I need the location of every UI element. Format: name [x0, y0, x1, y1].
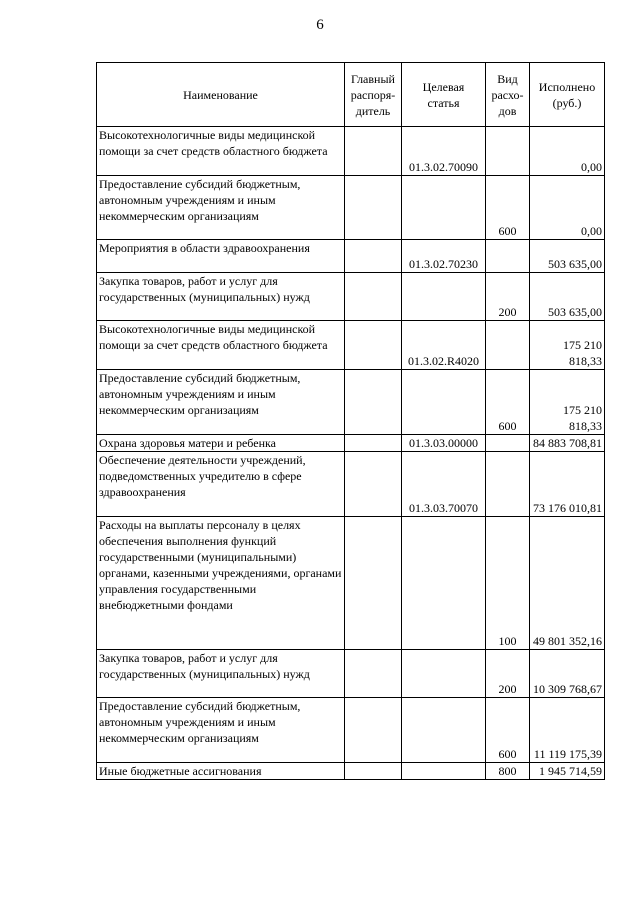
row-name: Высокотехнологичные виды медицинской помощи за счет средств областного бюджета	[97, 321, 345, 370]
row-name: Предоставление субсидий бюджетным, автономным учреждениям и иным некоммерческим организациям	[97, 698, 345, 763]
row-name: Закупка товаров, работ и услуг для государственных (муниципальных) нужд	[97, 273, 345, 321]
row-amount: 0,00	[530, 176, 605, 240]
row-type: 600	[486, 698, 530, 763]
table-row	[97, 698, 605, 763]
table-row	[97, 240, 605, 273]
row-type	[486, 127, 530, 176]
row-manager	[345, 452, 402, 517]
row-code: 01.3.02.70230	[402, 240, 486, 273]
row-code	[402, 273, 486, 321]
row-type: 200	[486, 650, 530, 698]
row-amount: 503 635,00	[530, 273, 605, 321]
table-row	[97, 321, 605, 370]
row-manager	[345, 763, 402, 780]
row-manager	[345, 435, 402, 452]
table-row	[97, 127, 605, 176]
row-amount: 10 309 768,67	[530, 650, 605, 698]
row-amount: 1 945 714,59	[530, 763, 605, 780]
row-manager	[345, 370, 402, 435]
header-name: Наименование	[97, 63, 345, 127]
row-amount: 175 210 818,33	[530, 321, 605, 370]
row-code	[402, 176, 486, 240]
row-code	[402, 763, 486, 780]
row-code	[402, 370, 486, 435]
row-type: 600	[486, 370, 530, 435]
row-amount: 11 119 175,39	[530, 698, 605, 763]
table-row	[97, 176, 605, 240]
table-row	[97, 273, 605, 321]
row-type: 100	[486, 517, 530, 650]
row-code: 01.3.03.70070	[402, 452, 486, 517]
row-name: Предоставление субсидий бюджетным, автономным учреждениям и иным некоммерческим организациям	[97, 370, 345, 435]
row-amount: 0,00	[530, 127, 605, 176]
expenditure-table	[96, 62, 605, 780]
row-code	[402, 517, 486, 650]
row-name: Мероприятия в области здравоохранения	[97, 240, 345, 273]
row-type: 800	[486, 763, 530, 780]
row-manager	[345, 517, 402, 650]
row-manager	[345, 273, 402, 321]
row-amount: 84 883 708,81	[530, 435, 605, 452]
table-row	[97, 452, 605, 517]
row-amount: 175 210 818,33	[530, 370, 605, 435]
row-name: Высокотехнологичные виды медицинской помощи за счет средств областного бюджета	[97, 127, 345, 176]
row-manager	[345, 321, 402, 370]
row-name: Иные бюджетные ассигнования	[97, 763, 345, 780]
header-type: Вид расхо- дов	[486, 63, 530, 127]
header-manager: Главный распоря- дитель	[345, 63, 402, 127]
row-name: Закупка товаров, работ и услуг для государственных (муниципальных) нужд	[97, 650, 345, 698]
row-name: Обеспечение деятельности учреждений, подведомственных учредителю в сфере здравоохранения	[97, 452, 345, 517]
row-type	[486, 240, 530, 273]
row-type	[486, 321, 530, 370]
row-manager	[345, 698, 402, 763]
row-manager	[345, 176, 402, 240]
row-code: 01.3.02.70090	[402, 127, 486, 176]
page-number: 6	[316, 17, 324, 33]
table-row	[97, 763, 605, 780]
header-amount: Исполнено (руб.)	[530, 63, 605, 127]
row-manager	[345, 240, 402, 273]
row-type	[486, 435, 530, 452]
row-amount: 503 635,00	[530, 240, 605, 273]
row-type	[486, 452, 530, 517]
row-name: Охрана здоровья матери и ребенка	[97, 435, 345, 452]
row-manager	[345, 650, 402, 698]
row-name: Расходы на выплаты персоналу в целях обеспечения выполнения функций государственными (муниципальными) органами, казенными учреждениями, органами управления государственными внебюджетными фондами	[97, 517, 345, 650]
table-row	[97, 435, 605, 452]
table-row	[97, 650, 605, 698]
row-code: 01.3.02.R4020	[402, 321, 486, 370]
row-type: 200	[486, 273, 530, 321]
table-row	[97, 370, 605, 435]
table-body	[97, 127, 605, 780]
table-row	[97, 517, 605, 650]
row-type: 600	[486, 176, 530, 240]
row-code: 01.3.03.00000	[402, 435, 486, 452]
row-amount: 49 801 352,16	[530, 517, 605, 650]
row-name: Предоставление субсидий бюджетным, автономным учреждениям и иным некоммерческим организациям	[97, 176, 345, 240]
header-code: Целевая статья	[402, 63, 486, 127]
row-code	[402, 650, 486, 698]
table-header-row	[97, 63, 605, 127]
row-code	[402, 698, 486, 763]
row-amount: 73 176 010,81	[530, 452, 605, 517]
row-manager	[345, 127, 402, 176]
